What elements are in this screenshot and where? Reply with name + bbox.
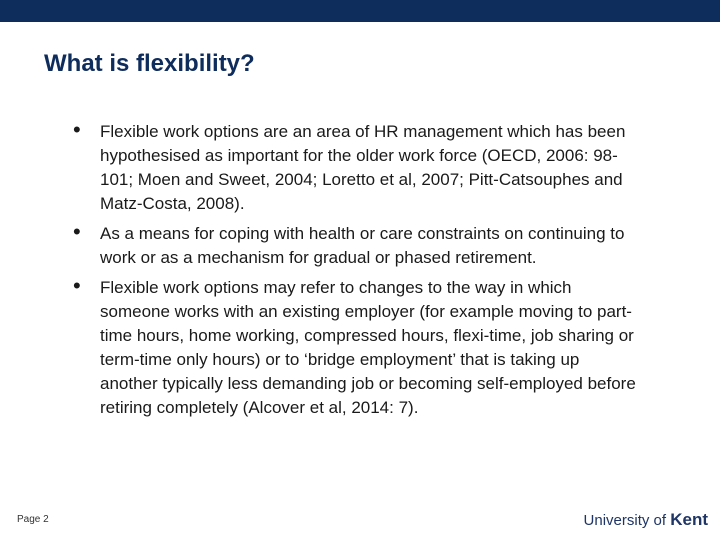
bullet-text: Flexible work options may refer to changes to the way in which someone works with an existing employer (for example moving to part-time hours, home working, compressed hours, flexi-time, job sharing or term-time only hours) or to ‘bridge employment’ that is taking up another typically less demanding job or becoming self-employed before retiring completely (Alcover et al, 2014: 7). xyxy=(100,278,636,417)
bullet-marker: • xyxy=(73,117,81,142)
bullet-item xyxy=(64,219,640,270)
bullet-text: Flexible work options are an area of HR management which has been hypothesised as important for the older work force (OECD, 2006: 98-101; Moen and Sweet, 2004; Loretto et al, 2007; Pitt-Catsouphes and Matz-Costa, 2008). xyxy=(100,122,626,213)
logo-name: Kent xyxy=(670,510,708,529)
bullet-list xyxy=(64,117,640,426)
page-number: Page 2 xyxy=(17,514,49,525)
bullet-item xyxy=(64,117,640,216)
logo-prefix: University of xyxy=(583,512,667,529)
university-logo xyxy=(584,510,708,530)
header-bar xyxy=(0,0,720,22)
bullet-marker: • xyxy=(73,273,81,298)
bullet-marker: • xyxy=(73,219,81,244)
slide-title: What is flexibility? xyxy=(44,50,255,77)
bullet-text: As a means for coping with health or care constraints on continuing to work or as a mechanism for gradual or phased retirement. xyxy=(100,224,625,267)
bullet-item xyxy=(64,273,640,420)
